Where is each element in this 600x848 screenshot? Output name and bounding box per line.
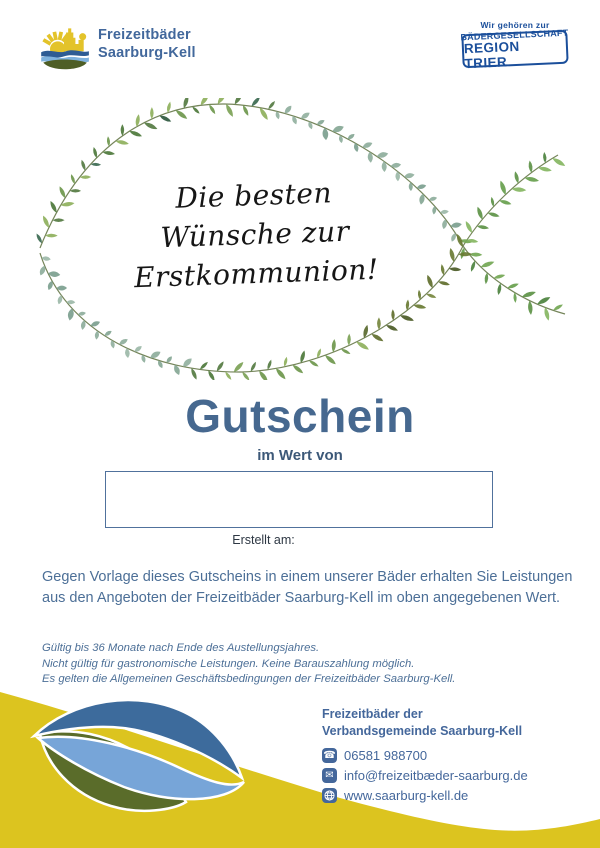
voucher-title: Gutschein <box>185 390 415 442</box>
email-row <box>322 768 528 783</box>
greeting-line3: Erstkommunion! <box>133 252 380 295</box>
logo-line1: Freizeitbäder <box>98 27 191 43</box>
website-row <box>322 788 528 803</box>
freizeitbaeder-logo-icon <box>37 17 91 73</box>
footer <box>0 670 600 848</box>
terms-line1: Gültig bis 36 Monate nach Ende des Austellungsjahres. <box>42 642 320 654</box>
phone-number: 06581 988700 <box>344 748 428 763</box>
greeting-line2: Wünsche zur <box>160 214 350 255</box>
wreath-greeting <box>98 171 412 299</box>
redeem-paragraph: Gegen Vorlage dieses Gutscheins in einem unserer Bäder erhalten Sie Leistungen aus den Angeboten der Freizeitbäder Saarburg-Kell im oben angegebenen Wert. <box>42 569 573 606</box>
globe-icon <box>322 788 337 803</box>
phone-row <box>322 748 528 763</box>
stamp-line2: REGION TRIER <box>463 38 520 71</box>
org-line1: Freizeitbäder der <box>322 707 423 721</box>
org-line2: Verbandsgemeinde Saarburg-Kell <box>322 723 523 738</box>
email-address: info@freizeitbæder-saarburg.de <box>344 768 528 783</box>
greeting-line1: Die besten <box>174 176 333 215</box>
terms-line2: Nicht gültig für gastronomische Leistungen. Keine Barauszahlung möglich. <box>42 657 415 670</box>
logo-line2: Saarburg-Kell <box>98 44 196 61</box>
membership-tagline: Wir gehören zur <box>480 20 550 30</box>
wave-leaf-logo <box>26 692 258 820</box>
terms-line3: Es gelten die Allgemeinen Geschäftsbedingungen der Freizeitbäder Saarburg-Kell. <box>42 673 456 686</box>
baedergesellschaft-stamp <box>460 27 569 71</box>
phone-icon: ☎ <box>323 750 336 761</box>
stamp-line1: BÄDERGESELLSCHAFT <box>460 27 569 42</box>
mail-icon: ✉ <box>322 768 337 783</box>
website-url: www.saarburg-kell.de <box>344 788 469 803</box>
logo-wordmark <box>98 27 196 62</box>
created-at-label: Erstellt am: <box>232 533 295 547</box>
voucher-value-field[interactable] <box>105 471 493 528</box>
voucher-subtitle: im Wert von <box>257 447 343 464</box>
contact-block <box>322 706 528 808</box>
